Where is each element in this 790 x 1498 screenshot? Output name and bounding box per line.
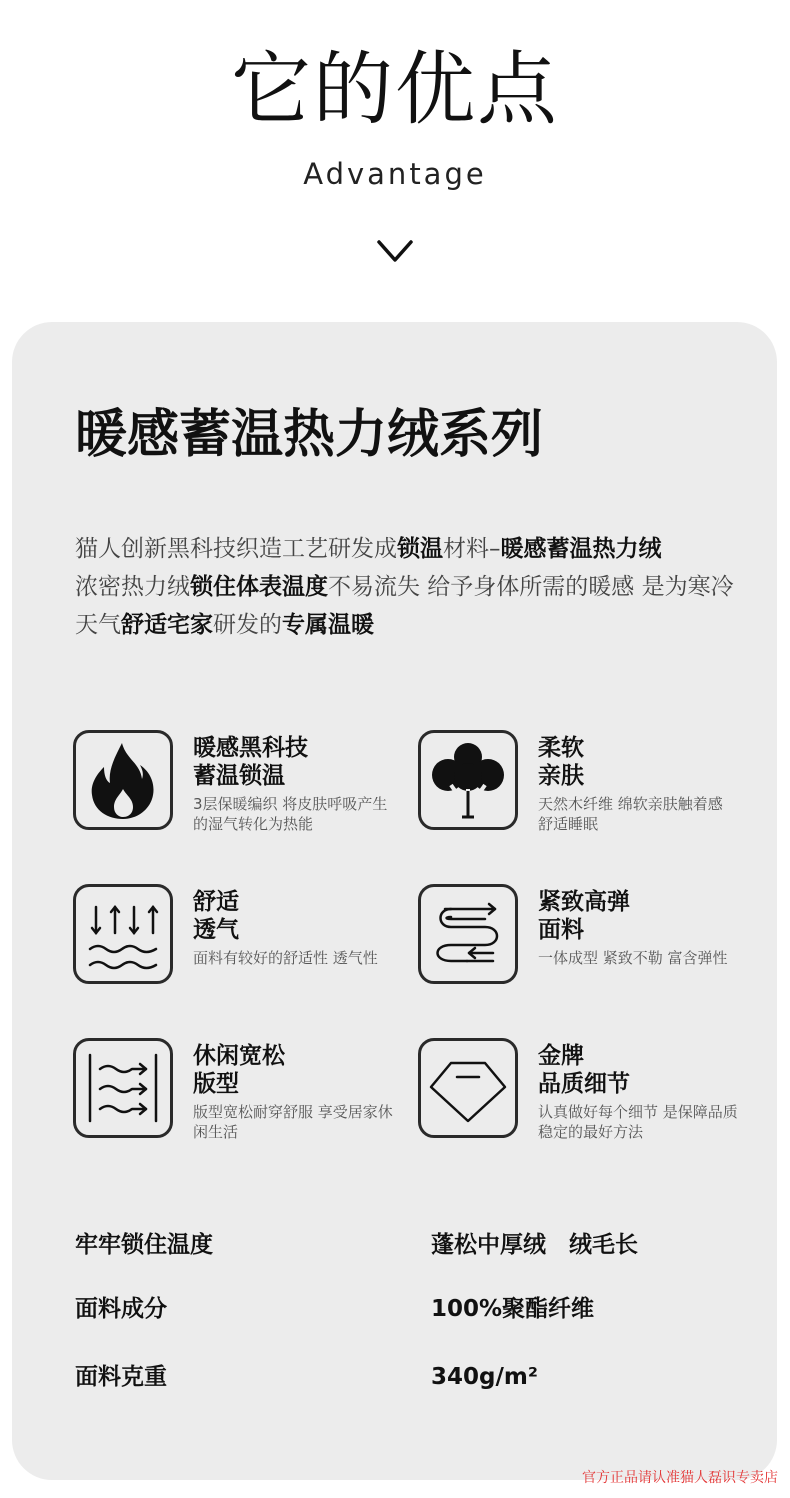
spec-label: 牢牢锁住温度 xyxy=(75,1232,213,1258)
series-title: 暖感蓄温热力绒系列 xyxy=(75,405,544,465)
desc-part-bold: 专属温暖 xyxy=(282,612,374,638)
store-watermark: 官方正品请认准猫人磊识专卖店 xyxy=(582,1470,778,1486)
feature-elastic xyxy=(418,884,748,994)
feature-desc: 认真做好每个细节 是保障品质稳定的最好方法 xyxy=(538,1103,738,1141)
feature-title: 休闲宽松 版型 xyxy=(193,1043,285,1097)
feature-icon-box xyxy=(418,1038,518,1138)
spec-value: 340g/m² xyxy=(431,1364,538,1390)
feature-loose-fit xyxy=(73,1038,403,1148)
feature-quality xyxy=(418,1038,748,1148)
feature-warmth xyxy=(73,730,403,840)
desc-part-bold: 暖感蓄温热力绒 xyxy=(500,536,662,562)
desc-part: 材料– xyxy=(443,536,501,562)
feature-icon-box xyxy=(418,884,518,984)
feature-title: 金牌 品质细节 xyxy=(538,1043,630,1097)
desc-part: 研发的 xyxy=(213,612,282,638)
series-description xyxy=(75,530,735,644)
desc-part: 浓密热力绒 xyxy=(75,574,190,600)
feature-desc: 版型宽松耐穿舒服 享受居家休闲生活 xyxy=(193,1103,393,1141)
feature-icon-box xyxy=(73,1038,173,1138)
desc-part-bold: 舒适宅家 xyxy=(121,612,213,638)
elastic-stretch-icon xyxy=(421,887,515,981)
feature-soft xyxy=(418,730,748,840)
feature-desc: 3层保暖编织 将皮肤呼吸产生的湿气转化为热能 xyxy=(193,795,388,833)
feature-title: 暖感黑科技 蓄温锁温 xyxy=(193,735,308,789)
feature-desc: 一体成型 紧致不勒 富含弹性 xyxy=(538,949,728,967)
loose-fit-icon xyxy=(76,1041,170,1135)
desc-part-bold: 锁温 xyxy=(397,536,443,562)
feature-icon-box xyxy=(418,730,518,830)
spec-value: 蓬松中厚绒 绒毛长 xyxy=(431,1232,638,1258)
spec-value: 100%聚酯纤维 xyxy=(431,1296,595,1322)
breathable-arrows-icon xyxy=(76,887,170,981)
feature-breathable xyxy=(73,884,403,994)
diamond-icon xyxy=(421,1041,515,1135)
page-title: 它的优点 xyxy=(231,43,559,136)
desc-part: 不易流失 给予身体所需的暖感 是为寒冷天气 xyxy=(75,574,734,638)
spec-label: 面料克重 xyxy=(75,1364,167,1390)
feature-desc: 天然木纤维 绵软亲肤触着感 舒适睡眠 xyxy=(538,795,738,833)
feature-icon-box xyxy=(73,884,173,984)
feature-title: 紧致高弹 面料 xyxy=(538,889,630,943)
desc-part: 猫人创新黑科技织造工艺研发成 xyxy=(75,536,397,562)
feature-title: 舒适 透气 xyxy=(193,889,239,943)
chevron-down-icon xyxy=(376,238,414,264)
feature-desc: 面料有较好的舒适性 透气性 xyxy=(193,949,378,967)
desc-part-bold: 锁住体表温度 xyxy=(190,574,328,600)
feature-title: 柔软 亲肤 xyxy=(538,735,584,789)
cotton-flower-icon xyxy=(421,733,515,827)
spec-label: 面料成分 xyxy=(75,1296,167,1322)
flame-icon xyxy=(76,733,170,827)
feature-icon-box xyxy=(73,730,173,830)
page-subtitle: Advantage xyxy=(303,157,487,191)
